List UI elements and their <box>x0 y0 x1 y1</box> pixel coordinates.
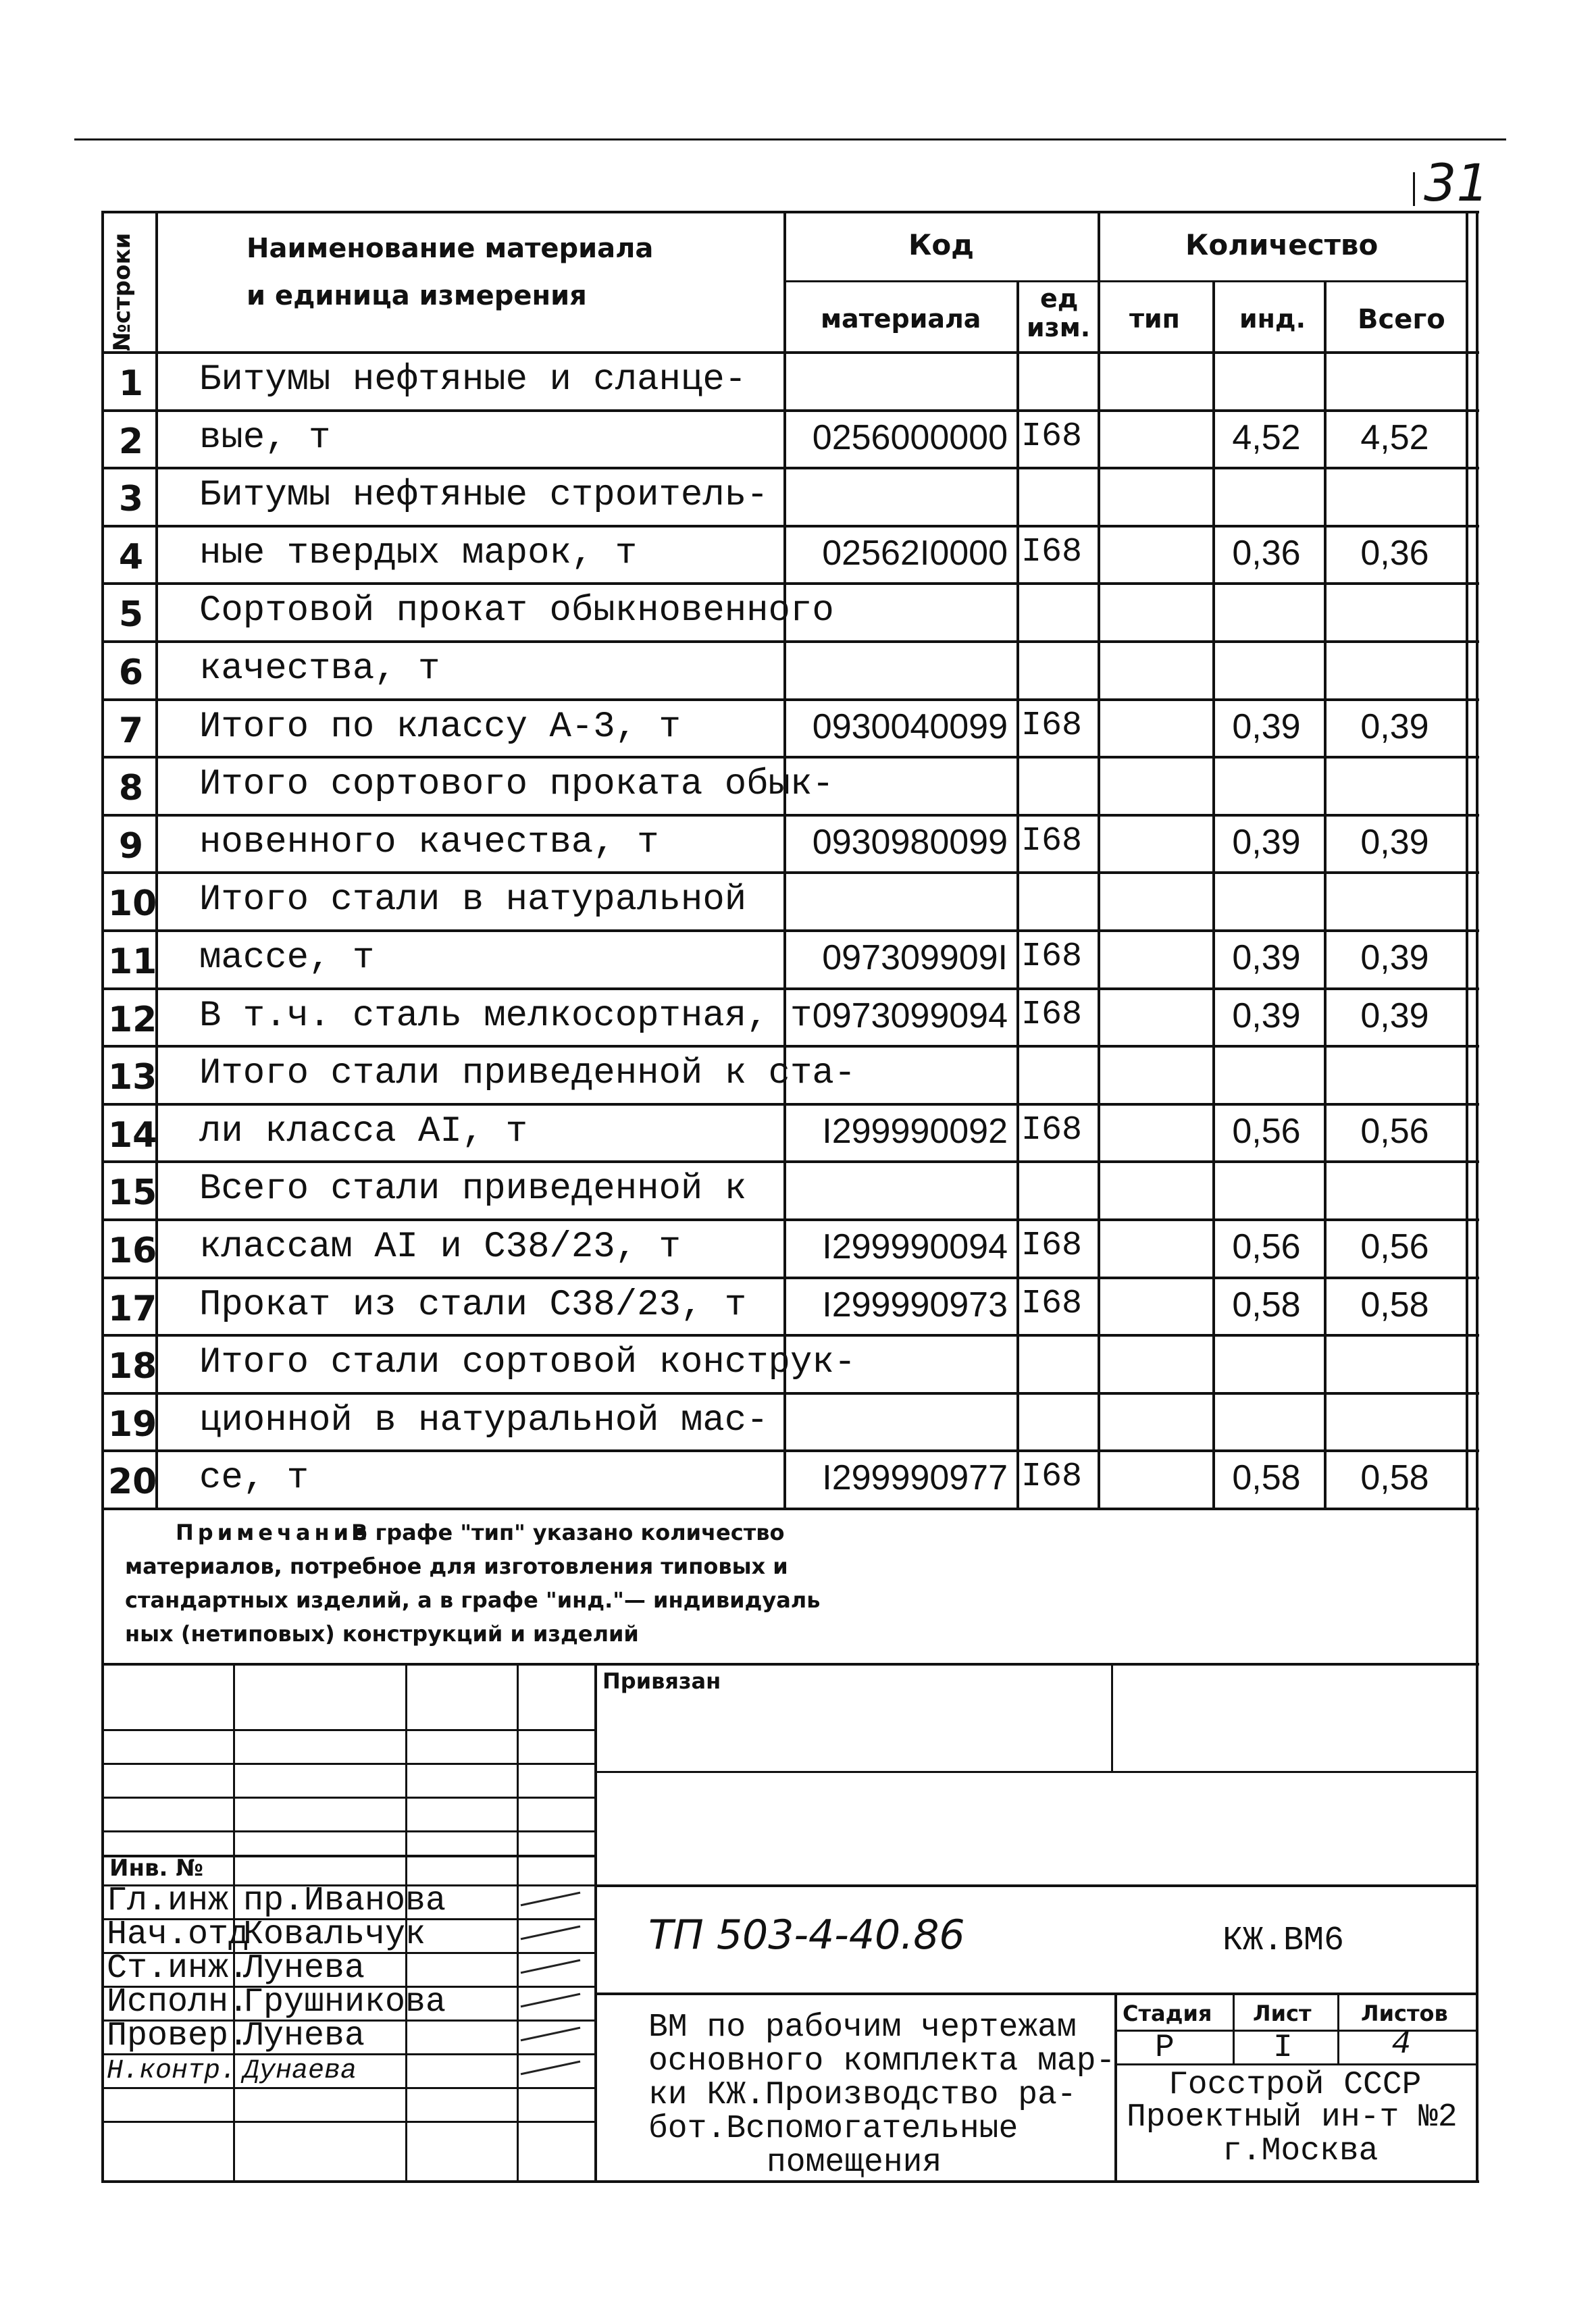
material-name: Прокат из стали С38/23, т <box>199 1284 747 1326</box>
stage-label: Стадия <box>1123 2001 1212 2026</box>
top-rule <box>74 138 1506 140</box>
material-code: 0930040099 <box>812 706 1008 746</box>
unit-code: I68 <box>1021 1284 1083 1323</box>
unit-code: I68 <box>1021 706 1083 745</box>
qty-individual: 0,39 <box>1232 822 1301 862</box>
row-number: 17 <box>108 1288 157 1329</box>
qty-total: 0,58 <box>1360 1285 1429 1325</box>
material-name: Всего стали приведенной к <box>199 1168 747 1210</box>
material-code: I299990973 <box>822 1285 1008 1325</box>
material-name: ционной в натуральной мас- <box>199 1399 769 1441</box>
note-line-2: материалов, потребное для изготовления типовых и <box>125 1553 788 1579</box>
qty-individual: 0,56 <box>1232 1227 1301 1266</box>
material-code: 02562I0000 <box>822 533 1008 573</box>
qty-total: 0,39 <box>1360 706 1429 746</box>
material-name: массе, т <box>199 937 375 979</box>
unit-code: I68 <box>1021 1110 1083 1150</box>
signature-scribble <box>521 1959 581 1974</box>
signature-name: Лунева <box>243 1949 365 1988</box>
material-code: I299990094 <box>822 1227 1008 1266</box>
stage-value: Р <box>1155 2030 1175 2066</box>
qty-individual: 4,52 <box>1232 417 1301 457</box>
code-unit-header-l2: изм. <box>1027 313 1091 342</box>
material-name: Итого по классу А-3, т <box>199 706 681 748</box>
org-line-2: Проектный ин-т №2 <box>1127 2099 1458 2136</box>
qty-individual: 0,56 <box>1232 1111 1301 1151</box>
unit-code: I68 <box>1021 532 1083 571</box>
row-number: 6 <box>118 652 144 693</box>
signature-name: Лунева <box>243 2017 365 2055</box>
material-name: классам АI и С38/23, т <box>199 1227 681 1268</box>
row-number: 10 <box>108 883 157 925</box>
material-name: вые, т <box>199 417 331 459</box>
name-header-line1: Наименование материала <box>247 233 654 264</box>
sheets-label: Листов <box>1361 2001 1448 2026</box>
row-number: 3 <box>118 479 144 520</box>
privyazan-label: Привязан <box>602 1668 721 1694</box>
qty-total: 4,52 <box>1360 417 1429 457</box>
qty-total: 0,39 <box>1360 938 1429 977</box>
note-line-1: В графе "тип" указано количество <box>351 1520 785 1545</box>
signature-scribble <box>521 2061 581 2076</box>
material-name: Итого стали приведенной к ста- <box>199 1053 856 1095</box>
document-code: ТП 503-4-40.86 <box>648 1911 965 1959</box>
material-name: Итого сортового проката обык- <box>199 764 834 806</box>
row-number: 19 <box>108 1404 157 1445</box>
qty-total: 0,36 <box>1360 533 1429 573</box>
unit-code: I68 <box>1021 1227 1083 1265</box>
note-line-3: стандартных изделий, а в графе "инд."— индивидуаль <box>125 1587 821 1613</box>
description-line-2: основного комплекта мар- <box>648 2043 1116 2080</box>
material-code: I299990092 <box>822 1111 1008 1151</box>
material-code: 0973099094 <box>812 996 1008 1035</box>
page-number: 31 <box>1424 153 1489 213</box>
material-name: Итого стали сортовой конструк- <box>199 1342 856 1384</box>
row-number: 18 <box>108 1346 157 1387</box>
unit-code: I68 <box>1021 417 1083 456</box>
qty-individual: 0,58 <box>1232 1458 1301 1498</box>
org-line-3: г.Москва <box>1222 2133 1379 2169</box>
row-number: 2 <box>118 421 144 462</box>
qty-total: 0,56 <box>1360 1111 1429 1151</box>
material-code: 0256000000 <box>812 417 1008 457</box>
signature-name: Грушникова <box>243 1983 446 2022</box>
material-name: Итого стали в натуральной <box>199 879 747 921</box>
signature-role: Нач.отд <box>107 1916 249 1954</box>
row-number: 13 <box>108 1057 157 1098</box>
description-line-4: бот.Вспомогательные <box>648 2111 1019 2147</box>
row-number: 16 <box>108 1231 157 1271</box>
qty-total: 0,58 <box>1360 1458 1429 1498</box>
qty-individual: 0,39 <box>1232 996 1301 1035</box>
row-number: 14 <box>108 1114 157 1156</box>
material-name: ные твердых марок, т <box>199 532 638 574</box>
note-line-4: ных (нетиповых) конструкций и изделий <box>125 1621 639 1647</box>
row-number: 20 <box>108 1462 157 1503</box>
sheet-value: I <box>1273 2030 1293 2066</box>
qty-total: 0,56 <box>1360 1227 1429 1266</box>
signature-name: Дунаева <box>243 2056 357 2086</box>
material-name: се, т <box>199 1458 309 1499</box>
signature-scribble <box>521 2027 581 2042</box>
qty-individual: 0,39 <box>1232 706 1301 746</box>
material-name: Сортовой прокат обыкновенного <box>199 590 834 632</box>
unit-code: I68 <box>1021 995 1083 1034</box>
material-name: Битумы нефтяные и сланце- <box>199 359 747 401</box>
inventory-number-label: Инв. № <box>109 1855 204 1882</box>
qty-individual: 0,39 <box>1232 938 1301 977</box>
row-number: 8 <box>118 768 144 809</box>
sheet-code: КЖ.ВМ6 <box>1222 1922 1345 1960</box>
signature-scribble <box>521 1892 581 1907</box>
signature-role: Исполн. <box>107 1983 249 2022</box>
signature-role: Ст.инж. <box>107 1949 249 1988</box>
qty-type-header: тип <box>1129 304 1180 334</box>
qty-total: 0,39 <box>1360 996 1429 1035</box>
signature-role: Гл.инж <box>107 1882 229 1920</box>
signature-role: Н.контр. <box>107 2056 237 2086</box>
name-header-line2: и единица измерения <box>247 280 587 311</box>
material-name: Битумы нефтяные строитель- <box>199 475 769 517</box>
description-line-1: ВМ по рабочим чертежам <box>648 2009 1077 2046</box>
code-unit-header-l1: ед <box>1040 284 1079 313</box>
description-line-5: помещения <box>767 2144 942 2181</box>
signature-role: Провер. <box>107 2017 249 2055</box>
qty-total-header: Всего <box>1358 304 1445 335</box>
unit-code: I68 <box>1021 1458 1083 1497</box>
org-line-1: Госстрой СССР <box>1168 2067 1422 2103</box>
row-number: 7 <box>118 710 144 751</box>
signature-scribble <box>521 1926 581 1940</box>
unit-code: I68 <box>1021 821 1083 860</box>
material-code: 097309909I <box>822 938 1008 977</box>
qty-total: 0,39 <box>1360 822 1429 862</box>
note-lead: Примечание <box>176 1520 371 1545</box>
qty-individual: 0,58 <box>1232 1285 1301 1325</box>
material-name: В т.ч. сталь мелкосортная, т <box>199 995 813 1037</box>
material-code: 0930980099 <box>812 822 1008 862</box>
row-number: 5 <box>118 594 144 636</box>
row-number: 12 <box>108 999 157 1040</box>
sheet-label: Лист <box>1253 2001 1312 2026</box>
row-number: 15 <box>108 1173 157 1214</box>
material-name: новенного качества, т <box>199 821 659 863</box>
row-number: 11 <box>108 942 157 982</box>
qty-ind-header: инд. <box>1239 304 1306 334</box>
material-name: качества, т <box>199 648 440 690</box>
page-number-tick <box>1413 172 1415 206</box>
row-number: 9 <box>118 825 144 867</box>
row-number: 1 <box>118 363 144 404</box>
signature-scribble <box>521 1993 581 2008</box>
row-number: 4 <box>118 536 144 577</box>
code-group-header: Код <box>908 228 975 261</box>
signature-name: пр.Иванова <box>243 1882 446 1920</box>
qty-individual: 0,36 <box>1232 533 1301 573</box>
unit-code: I68 <box>1021 937 1083 976</box>
material-name: ли класса АI, т <box>199 1110 528 1152</box>
sheets-value: 4 <box>1391 2026 1411 2063</box>
description-line-3: ки КЖ.Производство ра- <box>648 2077 1077 2113</box>
qty-group-header: Количество <box>1185 228 1379 261</box>
code-material-header: материала <box>821 304 981 334</box>
row-number-header: №строки <box>109 232 136 351</box>
material-code: I299990977 <box>822 1458 1008 1498</box>
signature-name: Ковальчук <box>243 1916 426 1954</box>
